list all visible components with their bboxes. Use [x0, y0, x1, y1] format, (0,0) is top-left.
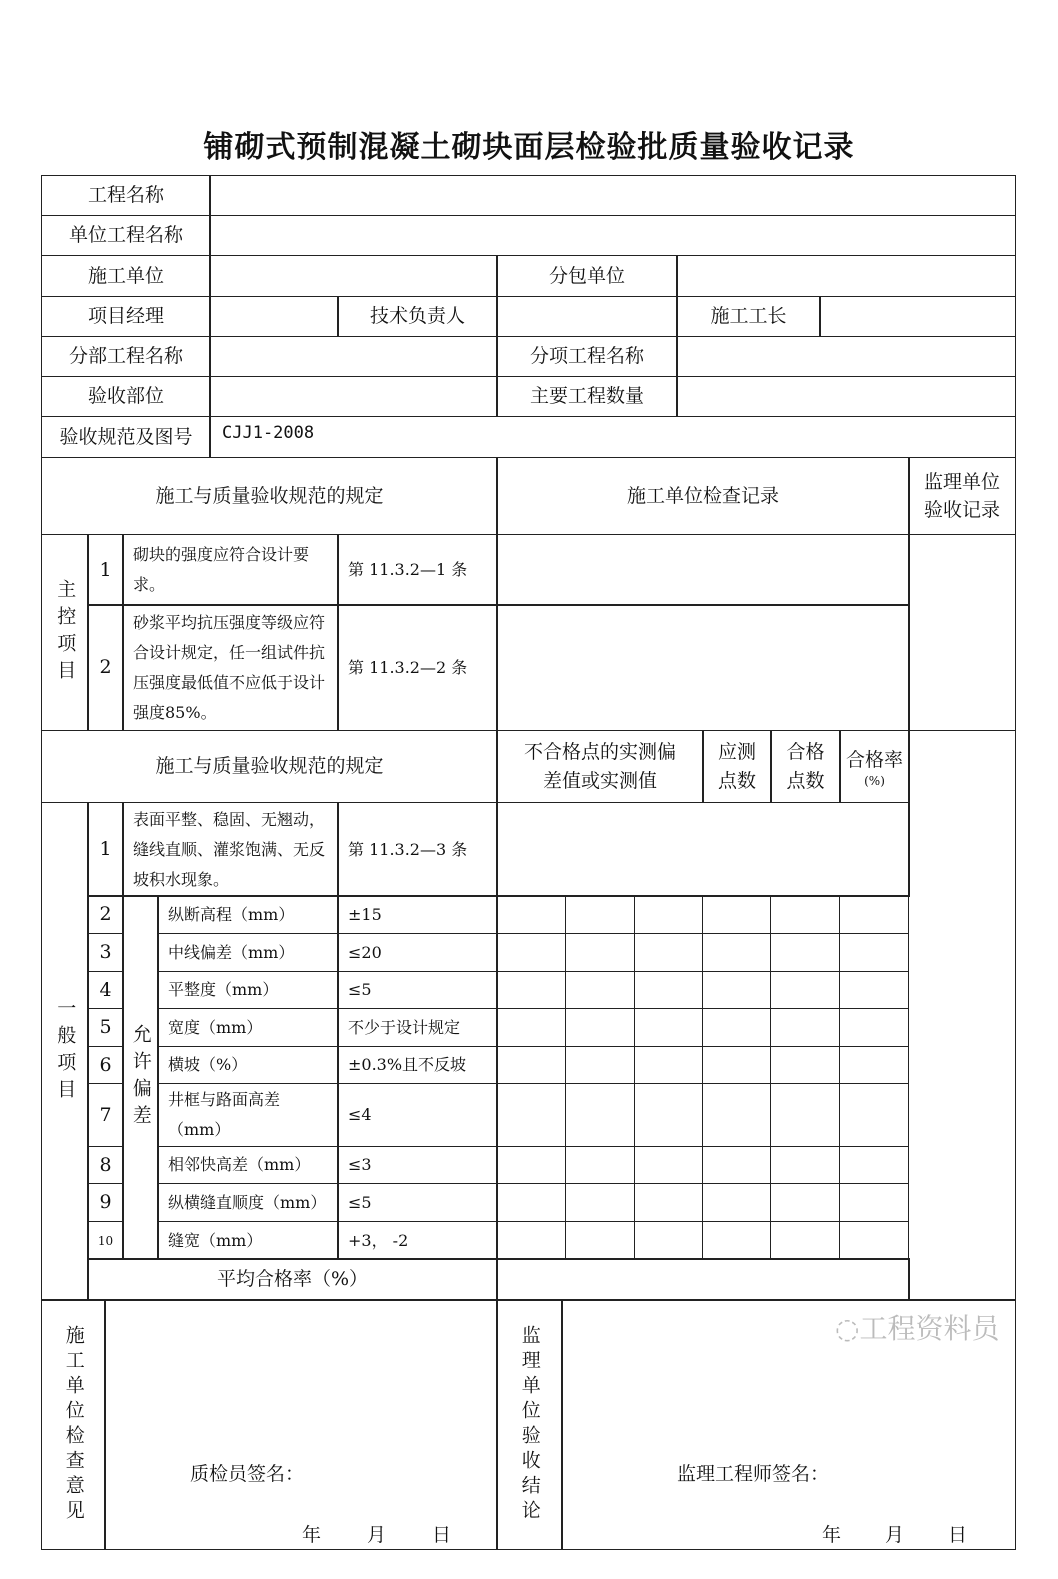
measured-points-cell[interactable]: [702, 895, 771, 934]
passed-points-cell[interactable]: [770, 1146, 840, 1184]
measured-points-cell[interactable]: [702, 1046, 771, 1084]
tolerance-item-name: 横坡（%）: [157, 1046, 339, 1084]
deviation-header: 不合格点的实测偏差值或实测值: [496, 730, 704, 803]
measured-points-cell[interactable]: [702, 1083, 771, 1147]
deviation-cell[interactable]: [496, 933, 566, 972]
general-group-label: 一般项目: [41, 802, 89, 1301]
supervisor-date-month: 月: [885, 1524, 905, 1546]
tolerance-item-value: ≤4: [337, 1083, 498, 1147]
label-foreman: 施工工长: [676, 296, 821, 337]
passed-points-cell[interactable]: [770, 1046, 840, 1084]
main-item-no: 2: [87, 604, 124, 731]
tolerance-label: 允许偏差: [122, 895, 159, 1260]
general-supervisor-record[interactable]: [908, 730, 1016, 1301]
deviation-cell[interactable]: [565, 1183, 635, 1222]
contractor-date-year: 年: [302, 1524, 322, 1546]
pass-rate-cell[interactable]: [839, 1183, 909, 1222]
pass-rate-cell[interactable]: [839, 895, 909, 934]
main-item-clause: 第 11.3.2—1 条: [337, 534, 498, 606]
main-item-check-record[interactable]: [496, 604, 910, 731]
deviation-cell[interactable]: [565, 1083, 635, 1147]
passed-points-cell[interactable]: [770, 1008, 840, 1047]
main-item-text: 砌块的强度应符合设计要求。: [122, 534, 339, 606]
label-location: 验收部位: [41, 376, 211, 417]
watermark: [835, 1312, 999, 1346]
deviation-cell[interactable]: [496, 1183, 566, 1222]
tolerance-item-value: +3， -2: [337, 1221, 498, 1260]
deviation-cell[interactable]: [496, 1221, 566, 1260]
pass-rate-cell[interactable]: [839, 1221, 909, 1260]
label-subcontractor: 分包单位: [496, 255, 678, 297]
tolerance-item-no: 8: [87, 1146, 124, 1184]
tolerance-item-no: 4: [87, 971, 124, 1009]
pass-rate-cell[interactable]: [839, 1046, 909, 1084]
tolerance-item-name: 井框与路面高差（mm）: [157, 1083, 339, 1147]
deviation-cell[interactable]: [634, 1083, 703, 1147]
measured-points-cell[interactable]: [702, 1183, 771, 1222]
watermark-text: 工程资料员: [859, 1312, 1000, 1345]
main-quantity-field[interactable]: [676, 376, 1016, 417]
deviation-cell[interactable]: [634, 971, 703, 1009]
spec-value[interactable]: CJJ1-2008: [209, 416, 1016, 458]
pass-rate-header: [839, 730, 910, 803]
deviation-cell[interactable]: [496, 1046, 566, 1084]
deviation-cell[interactable]: [634, 895, 703, 934]
deviation-cell[interactable]: [496, 895, 566, 934]
sub-project-field[interactable]: [209, 336, 498, 377]
tolerance-item-value: ±0.3%且不反坡: [337, 1046, 498, 1084]
deviation-cell[interactable]: [565, 1146, 635, 1184]
deviation-cell[interactable]: [565, 1008, 635, 1047]
passed-points-cell[interactable]: [770, 1183, 840, 1222]
contractor-opinion-field[interactable]: [104, 1299, 498, 1550]
label-contractor: 施工单位: [41, 255, 211, 297]
spec-header: 施工与质量验收规范的规定: [41, 457, 498, 535]
general-item-check-record[interactable]: [496, 802, 910, 897]
tolerance-item-name: 纵断高程（mm）: [157, 895, 339, 934]
supervisor-date-year: 年: [822, 1524, 842, 1546]
supervisor-conclusion-label: 监理单位验收结论: [496, 1299, 563, 1550]
passed-points-cell[interactable]: [770, 1083, 840, 1147]
tolerance-item-name: 宽度（mm）: [157, 1008, 339, 1047]
deviation-cell[interactable]: [634, 1046, 703, 1084]
measured-points-cell[interactable]: [702, 933, 771, 972]
deviation-cell[interactable]: [634, 1146, 703, 1184]
deviation-cell[interactable]: [634, 1008, 703, 1047]
contractor-date-month: 月: [367, 1524, 387, 1546]
tolerance-item-no: 10: [87, 1221, 124, 1260]
deviation-cell[interactable]: [565, 1221, 635, 1260]
check-header: 施工单位检查记录: [496, 457, 910, 535]
label-spec: 验收规范及图号: [41, 416, 211, 458]
main-control-group-label: 主控项目: [41, 534, 89, 731]
contractor-opinion-label: 施工单位检查意见: [41, 1299, 106, 1550]
label-tech-lead: 技术负责人: [337, 296, 498, 337]
passed-points-cell[interactable]: [770, 895, 840, 934]
inspector-signature-label: 质检员签名：: [190, 1463, 305, 1485]
supervisor-header: 监理单位验收记录: [908, 457, 1016, 535]
deviation-cell[interactable]: [565, 1046, 635, 1084]
pass-rate-cell[interactable]: [839, 971, 909, 1009]
main-item-check-record[interactable]: [496, 534, 910, 606]
general-spec-header: 施工与质量验收规范的规定: [41, 730, 498, 803]
pass-rate-cell[interactable]: [839, 1146, 909, 1184]
tolerance-item-value: ≤5: [337, 971, 498, 1009]
measured-points-header: 应测点数: [702, 730, 772, 803]
contractor-date-day: 日: [432, 1524, 452, 1546]
tolerance-item-no: 3: [87, 933, 124, 972]
tolerance-item-no: 2: [87, 895, 124, 934]
deviation-cell[interactable]: [496, 1083, 566, 1147]
page-title: 铺砌式预制混凝土砌块面层检验批质量验收记录: [203, 130, 855, 165]
unit-project-field[interactable]: [209, 215, 1016, 256]
label-sub-item: 分项工程名称: [496, 336, 678, 377]
deviation-cell[interactable]: [634, 1221, 703, 1260]
passed-points-cell[interactable]: [770, 971, 840, 1009]
passed-points-header: 合格点数: [770, 730, 841, 803]
deviation-cell[interactable]: [565, 971, 635, 1009]
contractor-field[interactable]: [209, 255, 498, 297]
label-unit-project: 单位工程名称: [41, 215, 211, 256]
measured-points-cell[interactable]: [702, 971, 771, 1009]
measured-points-cell[interactable]: [702, 1221, 771, 1260]
general-item-clause: 第 11.3.2—3 条: [337, 802, 498, 897]
label-sub-project: 分部工程名称: [41, 336, 211, 377]
passed-points-cell[interactable]: [770, 933, 840, 972]
label-main-quantity: 主要工程数量: [496, 376, 678, 417]
general-item-no: 1: [87, 802, 124, 897]
pass-rate-cell[interactable]: [839, 1008, 909, 1047]
pass-rate-unit: (%): [864, 773, 885, 788]
measured-points-cell[interactable]: [702, 1146, 771, 1184]
supervisor-date-day: 日: [948, 1524, 968, 1546]
tolerance-item-value: ≤5: [337, 1183, 498, 1222]
pass-rate-cell[interactable]: [839, 933, 909, 972]
deviation-cell[interactable]: [634, 933, 703, 972]
main-item-no: 1: [87, 534, 124, 606]
main-item-clause: 第 11.3.2—2 条: [337, 604, 498, 731]
main-item-text: 砂浆平均抗压强度等级应符合设计规定，任一组试件抗压强度最低值不应低于设计强度85%。: [122, 604, 339, 731]
pass-rate-cell[interactable]: [839, 1083, 909, 1147]
tolerance-item-no: 9: [87, 1183, 124, 1222]
general-item-text: 表面平整、稳固、无翘动，缝线直顺、灌浆饱满、无反坡积水现象。: [122, 802, 339, 897]
average-rate-label: 平均合格率（%）: [87, 1258, 498, 1301]
tolerance-item-value: 不少于设计规定: [337, 1008, 498, 1047]
label-project-manager: 项目经理: [41, 296, 211, 337]
tolerance-item-no: 5: [87, 1008, 124, 1047]
tolerance-item-value: ≤3: [337, 1146, 498, 1184]
wechat-icon: ◌: [835, 1312, 860, 1345]
measured-points-cell[interactable]: [702, 1008, 771, 1047]
foreman-field[interactable]: [819, 296, 1016, 337]
project-name-field[interactable]: [209, 175, 1016, 216]
average-rate-value[interactable]: [496, 1258, 910, 1301]
deviation-cell[interactable]: [634, 1183, 703, 1222]
tolerance-item-no: 6: [87, 1046, 124, 1084]
tolerance-item-name: 缝宽（mm）: [157, 1221, 339, 1260]
tolerance-item-value: ±15: [337, 895, 498, 934]
tolerance-item-name: 平整度（mm）: [157, 971, 339, 1009]
pass-rate-label: 合格率: [845, 749, 903, 772]
main-supervisor-record[interactable]: [908, 534, 1016, 731]
deviation-cell[interactable]: [496, 1008, 566, 1047]
passed-points-cell[interactable]: [770, 1221, 840, 1260]
deviation-cell[interactable]: [565, 933, 635, 972]
tolerance-item-value: ≤20: [337, 933, 498, 972]
tolerance-item-no: 7: [87, 1083, 124, 1147]
deviation-cell[interactable]: [565, 895, 635, 934]
label-project-name: 工程名称: [41, 175, 211, 216]
project-manager-field[interactable]: [209, 296, 339, 337]
tolerance-item-name: 相邻快高差（mm）: [157, 1146, 339, 1184]
location-field[interactable]: [209, 376, 498, 417]
tolerance-item-name: 中线偏差（mm）: [157, 933, 339, 972]
deviation-cell[interactable]: [496, 1146, 566, 1184]
tolerance-item-name: 纵横缝直顺度（mm）: [157, 1183, 339, 1222]
tech-lead-field[interactable]: [496, 296, 678, 337]
deviation-cell[interactable]: [496, 971, 566, 1009]
engineer-signature-label: 监理工程师签名：: [677, 1463, 830, 1485]
subcontractor-field[interactable]: [676, 255, 1016, 297]
sub-item-field[interactable]: [676, 336, 1016, 377]
